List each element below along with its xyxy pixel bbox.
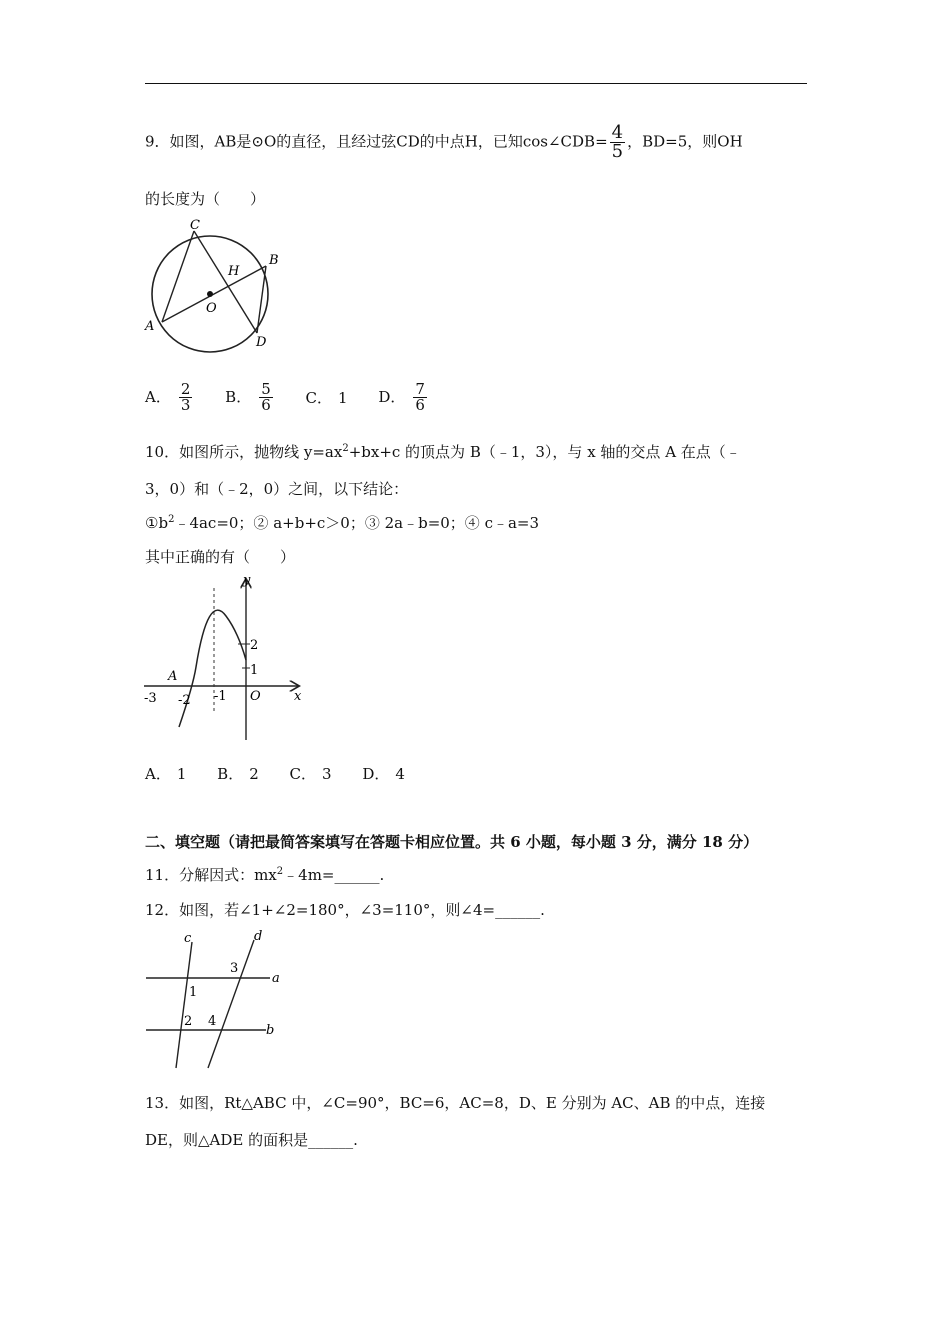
label-neg1: -1 (214, 689, 227, 704)
label-a: A (145, 319, 155, 334)
q10-line1: 10．如图所示，抛物线 $y=ax^2+bx+c$ 的顶点为 B（﹣1，3），与 x 轴的交点 A 在点（﹣ (145, 443, 741, 461)
section2-title: 二、填空题（请把最简答案填写在答题卡相应位置。共 6 小题，每小题 3 分，满分 18 分） (145, 833, 759, 851)
center-o (207, 291, 213, 297)
header-rule (145, 83, 807, 84)
q13-line1: 13．如图，Rt△ABC 中，∠C=90°，BC=6，AC=8，D、E 分别为 AC、AB 的中点，连接 (145, 1094, 766, 1112)
line-d (208, 940, 254, 1068)
q10-option-d[interactable]: D． 4 (362, 765, 405, 783)
label-c: c (184, 931, 192, 946)
label-a: A (168, 669, 178, 684)
chord-bd (257, 266, 266, 333)
label-neg2: -2 (178, 693, 191, 708)
label-1: 1 (250, 663, 259, 678)
q11-text: 11．分解因式：$mx^2﹣4m=\_\_\_\_\_\_$. (145, 866, 385, 884)
q10-option-a[interactable]: A． 1 (145, 765, 187, 783)
label-o: O (250, 689, 261, 704)
q10-option-b[interactable]: B． 2 (217, 765, 259, 783)
label-b: B (269, 253, 279, 268)
q10-parabola-figure (140, 572, 310, 744)
q13-line2: DE，则△ADE 的面积是______. (145, 1131, 358, 1149)
q10-line4: 其中正确的有（ ） (145, 548, 296, 566)
q9-option-a[interactable]: A． $\frac{2}{3}$ (145, 380, 191, 414)
q10-line2: 3，0）和（﹣2，0）之间，以下结论： (145, 480, 409, 498)
label-o: O (206, 301, 217, 316)
label-1: 1 (189, 985, 198, 1000)
q12-lines-figure (142, 926, 288, 1070)
q9-option-b[interactable]: B． $\frac{5}{6}$ (225, 380, 271, 414)
chord-cd (194, 231, 257, 333)
label-2: 2 (184, 1014, 193, 1029)
chord-ca (162, 231, 194, 322)
label-d: D (256, 335, 267, 350)
label-b: b (266, 1023, 275, 1038)
label-d: d (254, 929, 263, 944)
q10-option-c[interactable]: C． 3 (289, 765, 332, 783)
label-4: 4 (208, 1014, 217, 1029)
label-h: H (228, 264, 240, 279)
line-c (176, 942, 192, 1068)
q9-fraction: $\frac{4}{5}$ (611, 122, 624, 162)
q9-options (145, 382, 455, 413)
q10-options (145, 763, 431, 784)
q9-circle-figure (142, 216, 288, 356)
q9-option-c[interactable]: C． 1 (305, 389, 348, 407)
parabola-curve (179, 610, 246, 727)
label-c: C (190, 218, 200, 233)
q9-line1: 9．如图，AB是⊙O的直径，且经过弦CD的中点H，已知cos∠CDB= $\frac{4}{5}$ ，BD=5，则OH (145, 122, 743, 162)
label-a: a (272, 971, 280, 986)
q9-line2: 的长度为（ ） (145, 190, 266, 208)
q10-line3: $①b^2﹣4ac=0$；② a+b+c＞0；③ 2a﹣b=0；④ c﹣a=3 (145, 514, 540, 532)
q9-option-d[interactable]: D． $\frac{7}{6}$ (378, 380, 425, 414)
label-2: 2 (250, 638, 259, 653)
label-x: x (294, 689, 302, 704)
label-y: y (243, 573, 251, 588)
label-3: 3 (230, 961, 239, 976)
label-neg3: -3 (144, 691, 157, 706)
q12-text: 12．如图，若∠1+∠2=180°，∠3=110°，则∠4=______. (145, 901, 545, 919)
